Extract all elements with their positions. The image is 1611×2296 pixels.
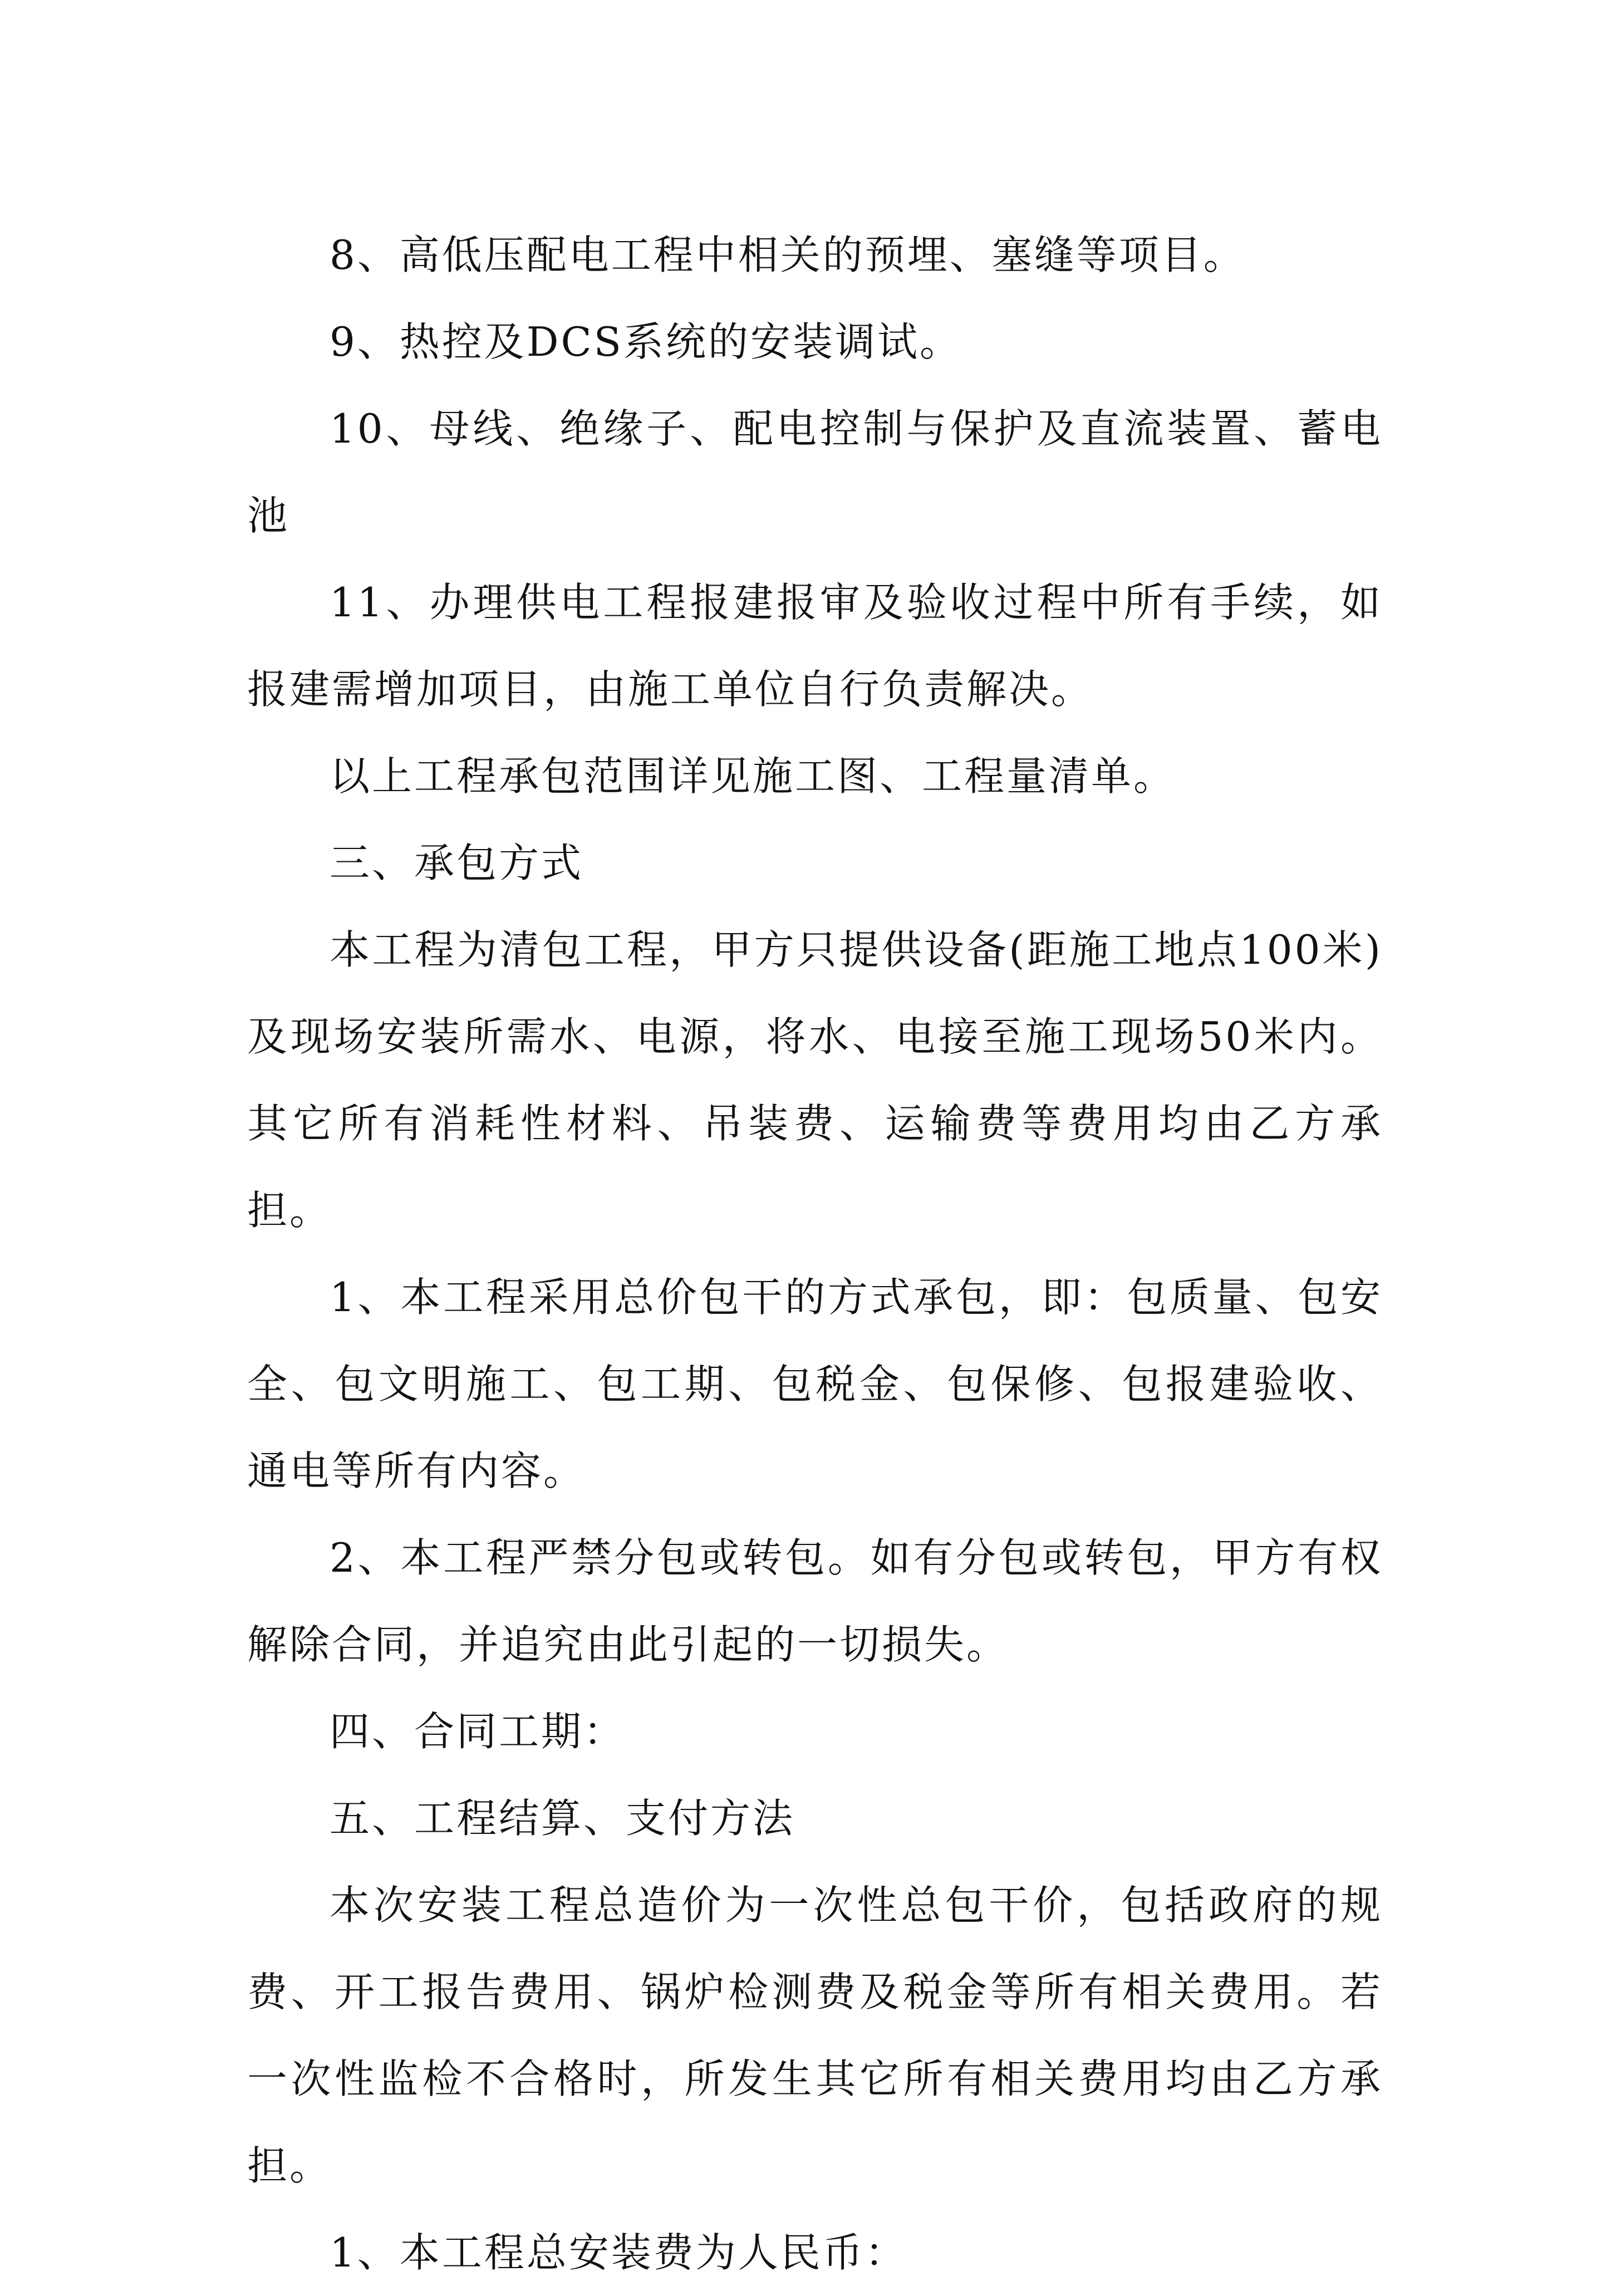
section-heading-contract-method: 三、承包方式 [330,840,584,886]
paragraph-item-11-permits: 11、办理供电工程报建报审及验收过程中所有手续，如报建需增加项目，由施工单位自行负责解决。 [247,579,1383,713]
paragraph-scope-note: 以上工程承包范围详见施工图、工程量清单。 [330,753,1176,799]
paragraph-total-price: 本次安装工程总造价为一次性总包干价，包括政府的规费、开工报告费用、锅炉检测费及税金等所有相关费用。若一次性监检不合格时，所发生其它所有相关费用均由乙方承担。 [247,1882,1383,2189]
document-page [247,212,1383,2296]
paragraph-item-10-busbar: 10、母线、绝缘子、配电控制与保护及直流装置、蓄电池 [247,405,1383,539]
paragraph-no-subcontract: 2、本工程严禁分包或转包。如有分包或转包，甲方有权解除合同，并追究由此引起的一切损失。 [247,1534,1383,1668]
section-heading-contract-period: 四、合同工期： [330,1708,626,1755]
paragraph-item-8-preembedding: 8、高低压配电工程中相关的预埋、塞缝等项目。 [330,232,1246,278]
section-heading-settlement-payment: 五、工程结算、支付方法 [330,1795,795,1842]
paragraph-lump-sum: 1、本工程采用总价包干的方式承包，即：包质量、包安全、包文明施工、包工期、包税金、包保修、包报建验收、通电等所有内容。 [247,1274,1383,1494]
paragraph-labor-only-contract: 本工程为清包工程，甲方只提供设备(距施工地点100米)及现场安装所需水、电源，将水、电接至施工现场50米内。其它所有消耗性材料、吊装费、运输费等费用均由乙方承担。 [247,926,1383,1234]
paragraph-item-9-dcs: 9、热控及DCS系统的安装调试。 [330,318,962,365]
paragraph-installation-fee: 1、本工程总安装费为人民币： [330,2229,907,2276]
